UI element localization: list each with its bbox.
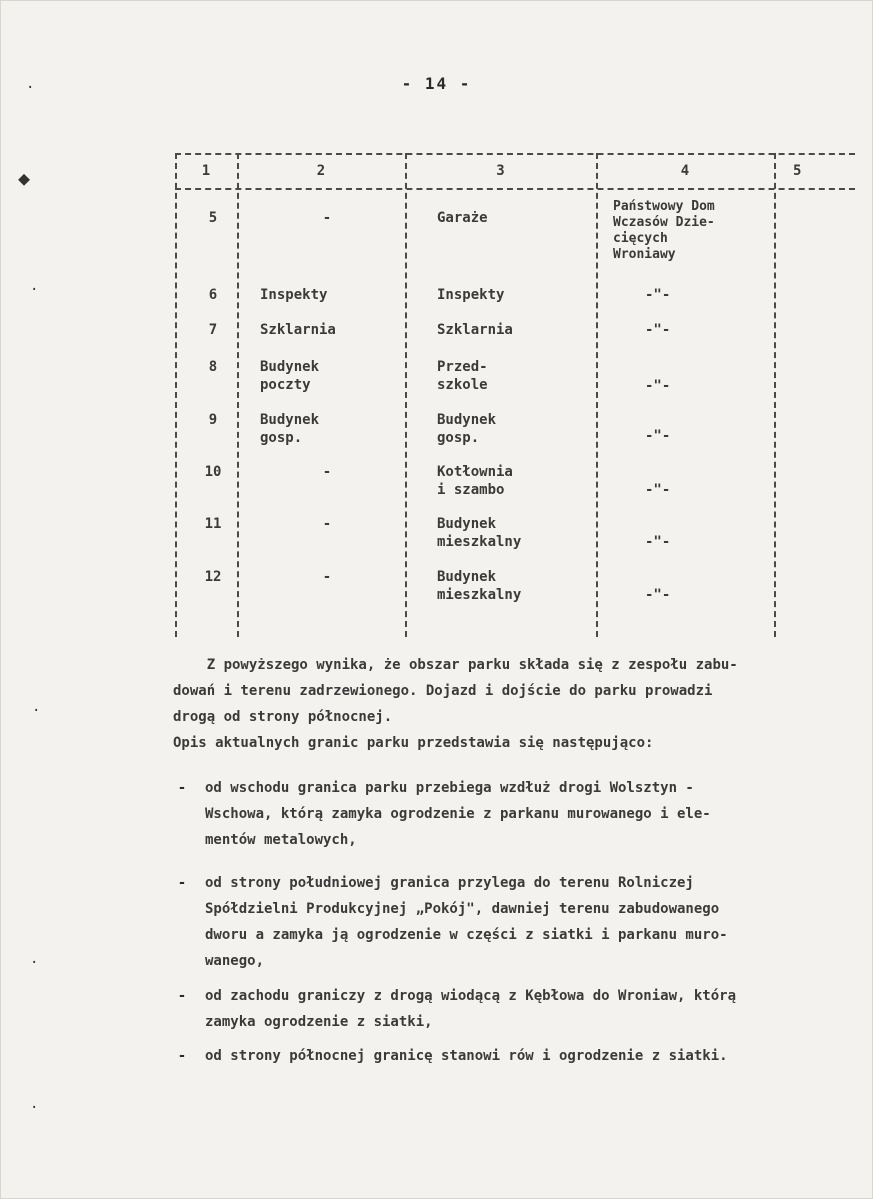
bullet-line: od zachodu graniczy z drogą wiodącą z Kębłowa do Wroniaw, którą bbox=[205, 988, 737, 1004]
bullet-dash: - bbox=[177, 1048, 187, 1064]
table-cell: Budynek mieszkalny bbox=[437, 569, 522, 603]
table-cell: Budynek gosp. bbox=[260, 412, 320, 446]
table-cell: Państwowy Dom Wczasów Dzie- cięcych Wroniawy bbox=[613, 199, 715, 262]
paragraph-line: drogą od strony północnej. bbox=[173, 709, 393, 725]
margin-dot: · bbox=[26, 80, 35, 96]
margin-dot: · bbox=[30, 1100, 39, 1116]
table-cell: -"- bbox=[645, 587, 671, 603]
table-column-rule bbox=[774, 153, 776, 637]
table-cell: 12 bbox=[204, 569, 222, 585]
bullet-line: od wschodu granica parku przebiega wzdłuż drogi Wolsztyn - bbox=[205, 780, 694, 796]
table-cell: Budynek mieszkalny bbox=[437, 516, 522, 550]
table-column-rule bbox=[596, 153, 598, 637]
table-header-cell: 4 bbox=[680, 163, 690, 179]
table-cell: 9 bbox=[208, 412, 218, 428]
margin-dot: · bbox=[32, 703, 41, 719]
table-cell: -"- bbox=[645, 378, 671, 394]
table-cell: Przed- szkole bbox=[437, 359, 488, 393]
table-cell: Budynek poczty bbox=[260, 359, 320, 393]
buildings-table bbox=[175, 153, 855, 637]
bullet-line: mentów metalowych, bbox=[205, 832, 357, 848]
paragraph-line: dowań i terenu zadrzewionego. Dojazd i dojście do parku prowadzi bbox=[173, 683, 713, 699]
table-cell: - bbox=[322, 569, 332, 585]
bullet-text bbox=[205, 870, 845, 974]
table-cell: Kotłownia i szambo bbox=[437, 464, 513, 498]
table-header-cell: 5 bbox=[793, 163, 802, 179]
table-header-cell: 3 bbox=[496, 163, 505, 179]
punch-mark: ◆ bbox=[18, 166, 31, 190]
table-cell: - bbox=[322, 516, 332, 532]
table-cell: -"- bbox=[645, 287, 671, 303]
bullet-line: wanego, bbox=[205, 953, 265, 969]
bullet-line: Spółdzielni Produkcyjnej „Pokój", dawniej terenu zabudowanego bbox=[205, 901, 720, 917]
bullet-text bbox=[205, 775, 845, 853]
bullet-line: dworu a zamyka ją ogrodzenie w części z siatki i parkanu muro- bbox=[205, 927, 728, 943]
table-header-cell: 2 bbox=[316, 163, 326, 179]
table-cell: Garaże bbox=[437, 210, 488, 226]
table-cell: 8 bbox=[208, 359, 218, 375]
table-cell: -"- bbox=[645, 322, 671, 338]
bullet-dash: - bbox=[177, 988, 187, 1004]
table-cell: Inspekty bbox=[437, 287, 505, 303]
table-cell: Szklarnia bbox=[437, 322, 513, 338]
table-cell: -"- bbox=[645, 534, 671, 550]
margin-dot: · bbox=[30, 955, 39, 971]
table-cell: 5 bbox=[208, 210, 218, 226]
paragraph bbox=[173, 652, 843, 756]
table-cell: 10 bbox=[204, 464, 222, 480]
table-cell: - bbox=[322, 464, 332, 480]
bullet-line: Wschowa, którą zamyka ogrodzenie z parkanu murowanego i ele- bbox=[205, 806, 711, 822]
bullet-text bbox=[205, 1043, 845, 1069]
paragraph-line: Z powyższego wynika, że obszar parku składa się z zespołu zabu- bbox=[173, 657, 738, 673]
table-cell: -"- bbox=[645, 428, 671, 444]
table-cell: 11 bbox=[204, 516, 222, 532]
table-cell: 6 bbox=[208, 287, 218, 303]
bullet-text bbox=[205, 983, 845, 1035]
table-cell: Budynek gosp. bbox=[437, 412, 497, 446]
table-cell: - bbox=[322, 210, 332, 226]
bullet-line: od strony północnej granicę stanowi rów i ogrodzenie z siatki. bbox=[205, 1048, 728, 1064]
margin-dot: · bbox=[30, 282, 39, 298]
table-header-rule bbox=[175, 188, 855, 190]
table-top-rule bbox=[175, 153, 855, 155]
bullet-line: od strony południowej granica przylega do terenu Rolniczej bbox=[205, 875, 694, 891]
page-number: - 14 - bbox=[401, 74, 472, 93]
bullet-line: zamyka ogrodzenie z siatki, bbox=[205, 1014, 433, 1030]
table-cell: 7 bbox=[208, 322, 218, 338]
table-header-cell: 1 bbox=[201, 163, 211, 179]
table-cell: -"- bbox=[645, 482, 671, 498]
table-cell: Inspekty bbox=[260, 287, 328, 303]
bullet-dash: - bbox=[177, 780, 187, 796]
table-cell: Szklarnia bbox=[260, 322, 336, 338]
bullet-dash: - bbox=[177, 875, 187, 891]
paragraph-line: Opis aktualnych granic parku przedstawia się następująco: bbox=[173, 735, 654, 751]
